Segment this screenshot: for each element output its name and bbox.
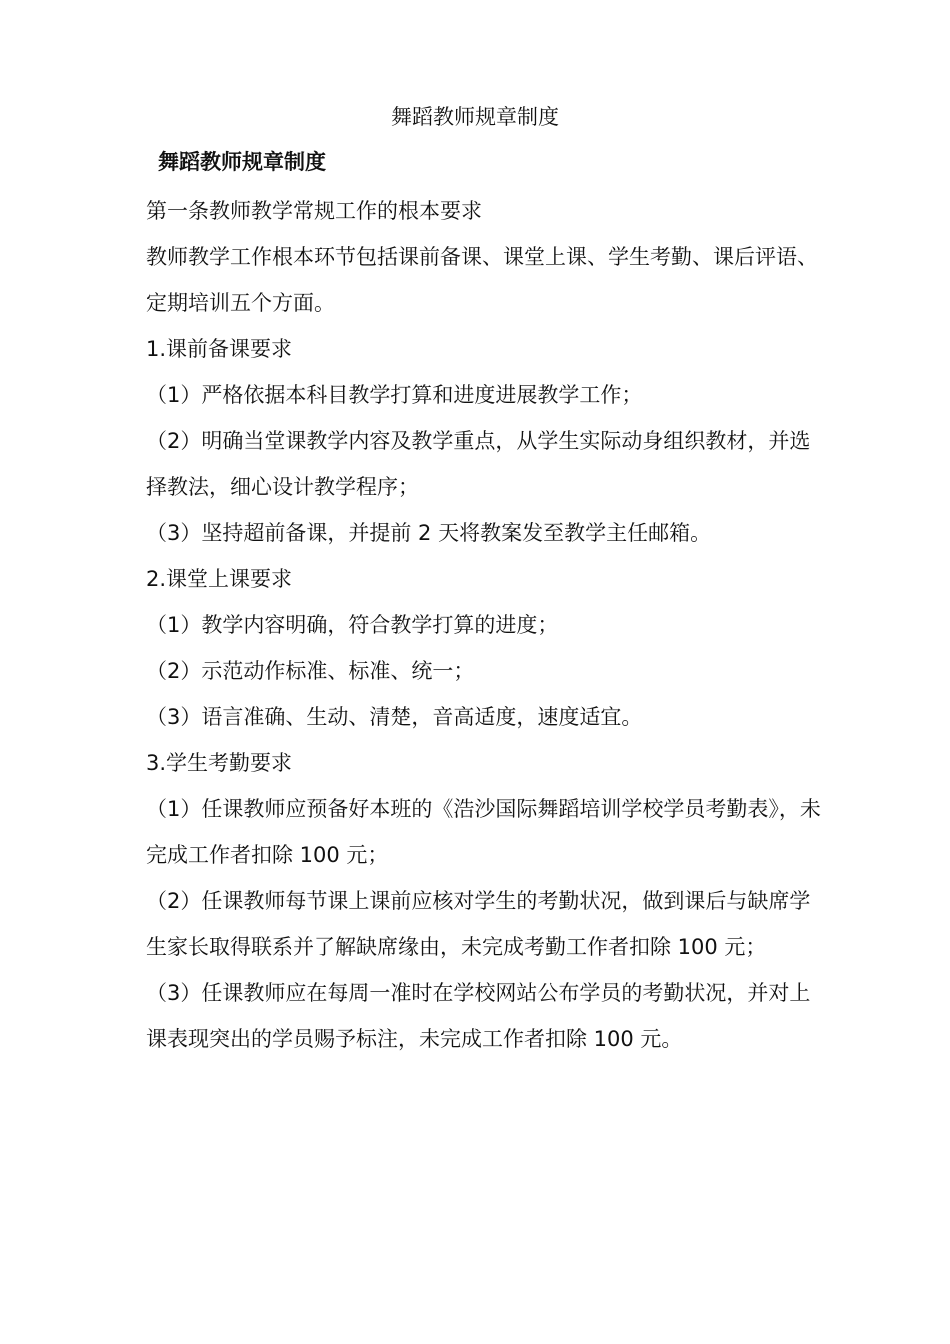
section-title-class: 2.课堂上课要求 — [146, 567, 293, 591]
section-heading: 舞蹈教师规章制度 — [158, 150, 326, 174]
document-title: 舞蹈教师规章制度 — [391, 105, 559, 129]
list-item: （3）语言准确、生动、清楚，音高适度，速度适宜。 — [146, 705, 643, 729]
list-item: （3）任课教师应在每周一准时在学校网站公布学员的考勤状况，并对上课表现突出的学员赐予标注，未完成工作者扣除 100 元。 — [146, 981, 811, 1051]
list-item: （1）严格依据本科目教学打算和进度进展教学工作； — [146, 383, 643, 407]
list-item: （1）任课教师应预备好本班的《浩沙国际舞蹈培训学校学员考勤表》，未完成工作者扣除 100 元； — [146, 797, 821, 867]
section-title-attendance: 3.学生考勤要求 — [146, 751, 293, 775]
list-item: （3）坚持超前备课，并提前 2 天将教案发至教学主任邮箱。 — [146, 521, 712, 545]
list-item: （2）任课教师每节课上课前应核对学生的考勤状况，做到课后与缺席学生家长取得联系并了解缺席缘由，未完成考勤工作者扣除 100 元； — [146, 889, 811, 959]
intro-paragraph: 教师教学工作根本环节包括课前备课、课堂上课、学生考勤、课后评语、定期培训五个方面。 — [146, 245, 818, 315]
list-item: （1）教学内容明确，符合教学打算的进度； — [146, 613, 559, 637]
article-title: 第一条教师教学常规工作的根本要求 — [146, 199, 482, 223]
list-item: （2）示范动作标准、标准、统一； — [146, 659, 475, 683]
document-body — [146, 146, 826, 1062]
section-title-prep: 1.课前备课要求 — [146, 337, 293, 361]
list-item: （2）明确当堂课教学内容及教学重点，从学生实际动身组织教材，并选择教法，细心设计教学程序； — [146, 429, 811, 499]
